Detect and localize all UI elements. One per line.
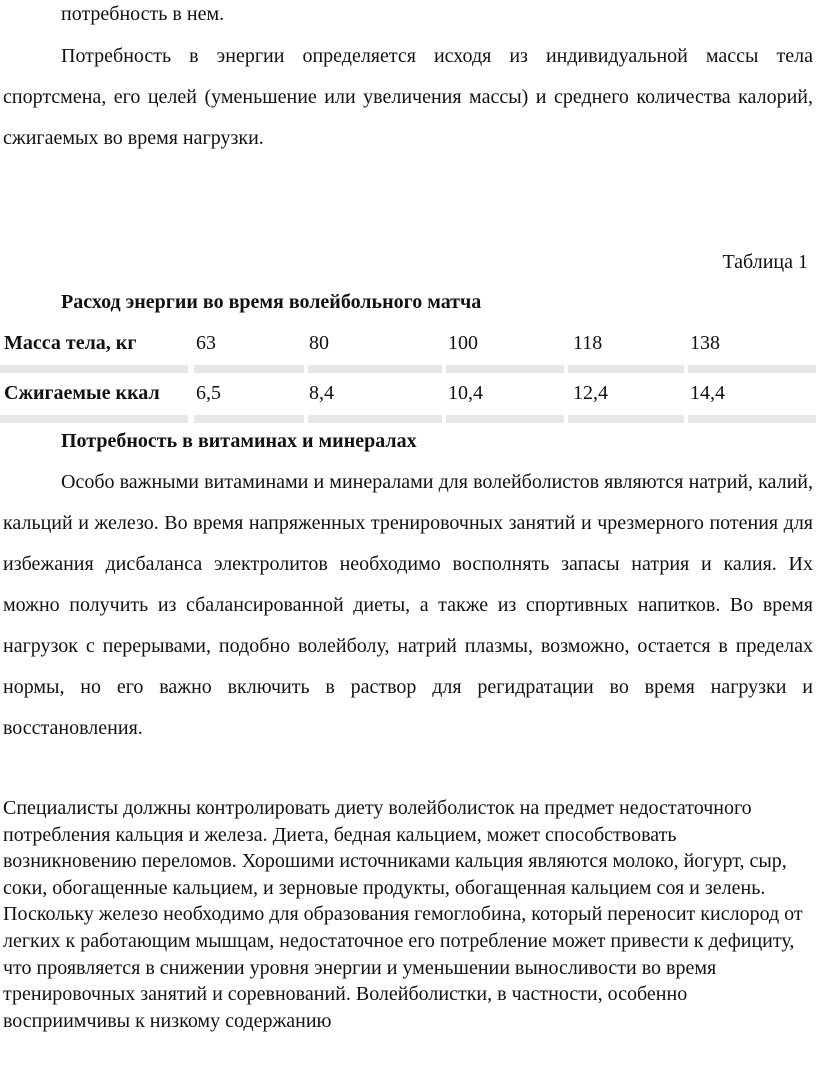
table-cell: 8,4 — [309, 382, 334, 404]
table-cell: 6,5 — [196, 382, 221, 404]
row-divider — [568, 415, 684, 423]
row-divider — [308, 365, 442, 373]
paragraph-intro-end: потребность в нем. — [61, 3, 225, 25]
table-row-body-mass — [0, 323, 816, 363]
table-cell: 80 — [309, 332, 329, 354]
row-divider — [0, 365, 188, 373]
table-caption: Таблица 1 — [722, 251, 808, 273]
table-cell: 138 — [690, 332, 720, 354]
table-cell: 100 — [448, 332, 478, 354]
table-cell: 10,4 — [448, 382, 483, 404]
row-divider — [688, 365, 816, 373]
row-divider — [446, 365, 564, 373]
row-header: Масса тела, кг — [4, 332, 137, 354]
table-cell: 118 — [573, 332, 603, 354]
section-heading: Потребность в витаминах и минералах — [61, 430, 417, 452]
table-title: Расход энергии во время волейбольного матча — [61, 291, 482, 313]
table-cell: 14,4 — [690, 382, 725, 404]
row-divider — [446, 415, 564, 423]
table-cell: 63 — [196, 332, 216, 354]
paragraph-calcium-iron: Специалисты должны контролировать диету волейболисток на предмет недостаточного потребления кальция и железа. Диета, бедная кальцием, может способствовать возникновению переломов. Хорошими источниками кальция являются молоко, йогурт, сыр, соки, обогащенные кальцием, и зерновые продукты, обогащенная кальцием соя и зелень. Поскольку железо необходимо для образования гемоглобина, который переносит кислород от легких к работающим мышцам, недостаточное его потребление может привести к дефициту, что проявляется в снижении уровня энергии и уменьшении выносливости во время тренировочных занятий и соревнований. Волейболистки, в частности, особенно восприимчивы к низкому содержанию — [3, 797, 803, 1032]
row-divider — [194, 365, 304, 373]
row-divider — [568, 365, 684, 373]
row-header: Сжигаемые ккал — [4, 382, 160, 404]
table-cell: 12,4 — [573, 382, 608, 404]
table-row-calories — [0, 373, 816, 413]
paragraph-energy-need: Потребность в энергии определяется исходя из индивидуальной массы тела спортсмена, его целей (уменьшение или увеличения массы) и среднего количества калорий, сжигаемых во время нагрузки. — [3, 45, 813, 149]
row-divider — [688, 415, 816, 423]
paragraph-vitamins-minerals: Особо важными витаминами и минералами для волейболистов являются натрий, калий, кальций и железо. Во время напряженных тренировочных занятий и чрезмерного потения для избежания дисбаланса электролитов необходимо восполнять запасы натрия и калия. Их можно получить из сбалансированной диеты, а также из спортивных напитков. Во время нагрузок с перерывами, подобно волейболу, натрий плазмы, возможно, остается в пределах нормы, но его важно включить в раствор для регидратации во время нагрузки и восстановления. — [3, 471, 813, 739]
